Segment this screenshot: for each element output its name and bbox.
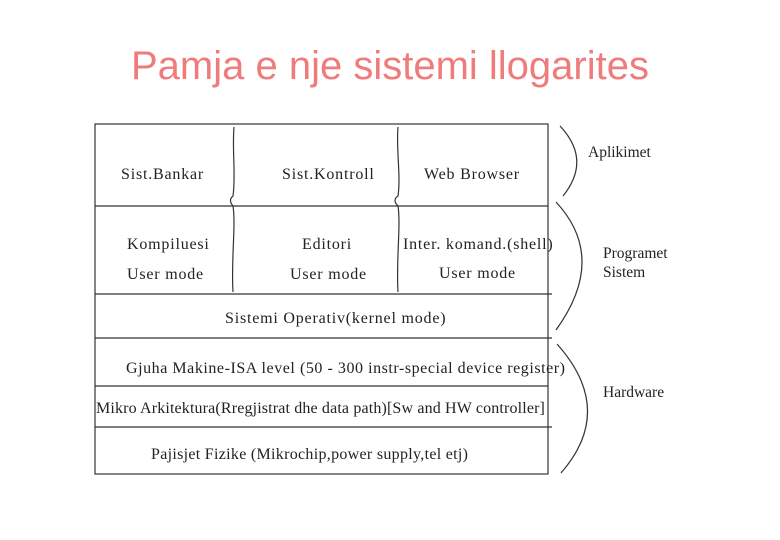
layer-micro: Mikro Arkitektura(Rregjistrat dhe data path)[Sw and HW controller] xyxy=(96,400,546,417)
group-programs-label-2: Sistem xyxy=(603,264,646,281)
user-mode-editor: User mode xyxy=(290,266,367,283)
group-hardware-label: Hardware xyxy=(603,384,665,401)
layer-physical: Pajisjet Fizike (Mikrochip,power supply,tel etj) xyxy=(151,446,469,463)
program-compiler: Kompiluesi xyxy=(127,236,210,253)
bracket-apps xyxy=(560,126,577,196)
divider-right xyxy=(395,127,399,292)
divider-left xyxy=(231,127,235,292)
group-apps-label: Aplikimet xyxy=(588,144,651,161)
group-programs-label-1: Programet xyxy=(603,245,668,262)
app-browser: Web Browser xyxy=(424,166,520,183)
page-title: Pamja e nje sistemi llogarites xyxy=(131,44,649,88)
user-mode-shell: User mode xyxy=(439,265,516,282)
app-bank: Sist.Bankar xyxy=(121,166,205,183)
layer-isa: Gjuha Makine-ISA level (50 - 300 instr-special device register) xyxy=(126,360,566,377)
user-mode-compiler: User mode xyxy=(127,266,204,283)
program-editor: Editori xyxy=(302,236,353,253)
bracket-programs xyxy=(556,202,582,330)
layer-os: Sistemi Operativ(kernel mode) xyxy=(225,310,447,327)
app-control: Sist.Kontroll xyxy=(282,166,375,183)
program-shell: Inter. komand.(shell) xyxy=(403,236,554,253)
